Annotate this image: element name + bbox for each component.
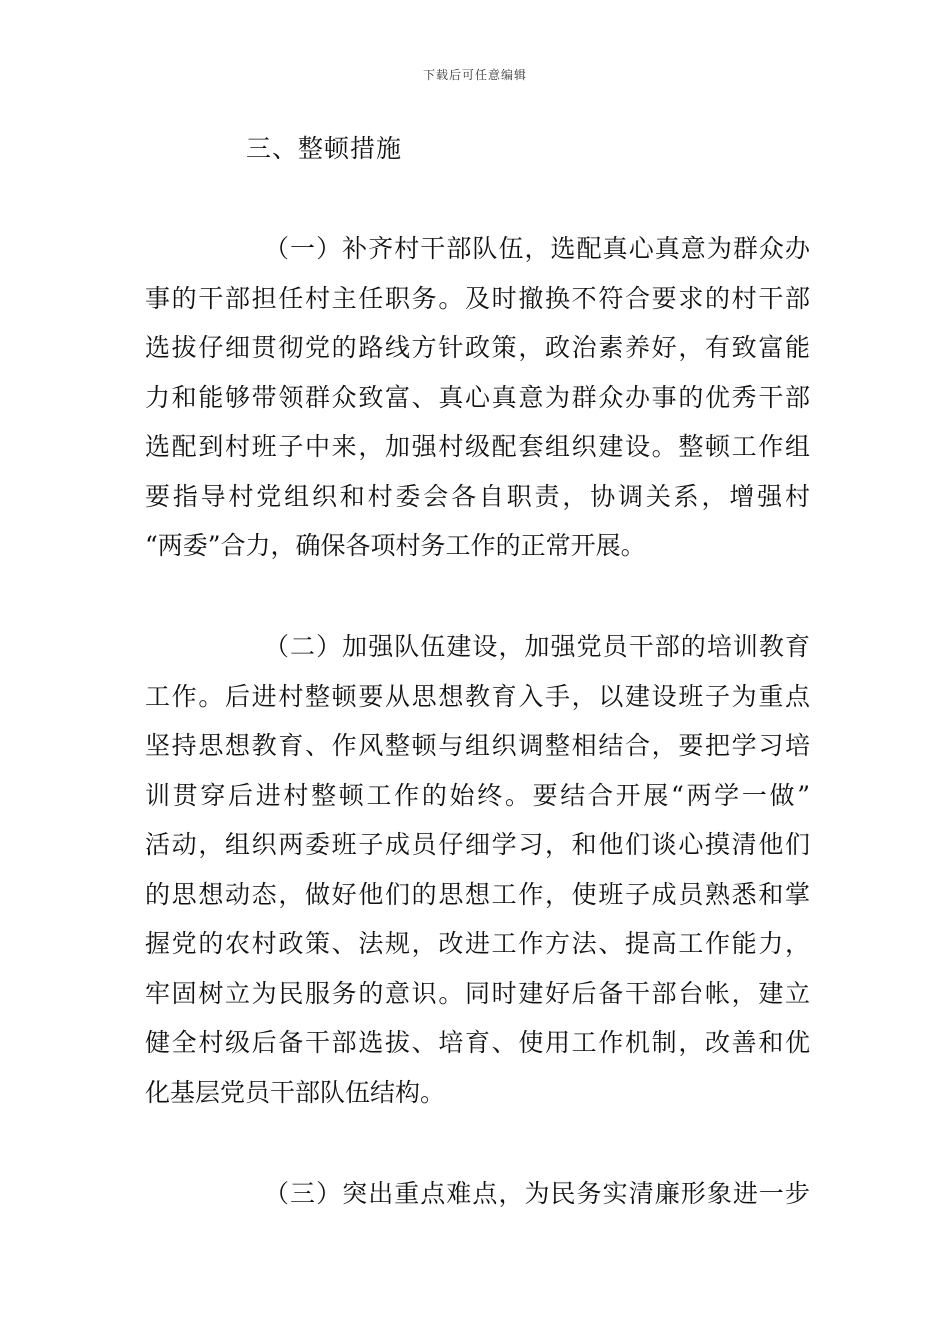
paragraph-line: 握党的农村政策、法规，改进工作方法、提高工作能力， [145, 929, 810, 958]
paragraph-line: 训贯穿后进村整顿工作的始终。要结合开展“两学一做” [145, 780, 810, 810]
page-header: 下载后可任意编辑 [422, 68, 527, 82]
paragraph-line: 牢固树立为民服务的意识。同时建好后备干部台帐，建立 [145, 978, 810, 1008]
paragraph-line: （一）补齐村干部队伍，选配真心真意为群众办 [264, 234, 810, 263]
paragraph-3 [145, 1169, 810, 1219]
paragraph-line: 力和能够带领群众致富、真心真意为群众办事的优秀干部 [145, 382, 810, 412]
paragraph-line: （三）突出重点难点，为民务实清廉形象进一步 [264, 1179, 810, 1208]
section-heading: 三、整顿措施 [246, 134, 403, 163]
paragraph-line: 健全村级后备干部选拔、培育、使用工作机制，改善和优 [145, 1028, 810, 1057]
paragraph-line: 的思想动态，做好他们的思想工作，使班子成员熟悉和掌 [145, 879, 810, 909]
paragraph-line: 要指导村党组织和村委会各自职责，协调关系，增强村 [145, 481, 810, 511]
paragraph-line: 工作。后进村整顿要从思想教育入手，以建设班子为重点 [145, 681, 810, 711]
paragraph-line: 选拔仔细贯彻党的路线方针政策，政治素养好，有致富能 [145, 333, 810, 362]
paragraph-1 [145, 224, 810, 571]
paragraph-line: 化基层党员干部队伍结构。 [145, 1077, 446, 1107]
paragraph-line: 坚持思想教育、作风整顿与组织调整相结合，要把学习培 [145, 731, 810, 760]
paragraph-line: “两委”合力，确保各项村务工作的正常开展。 [145, 531, 646, 560]
paragraph-2 [145, 622, 810, 1117]
paragraph-line: 选配到村班子中来，加强村级配套组织建设。整顿工作组 [145, 432, 810, 461]
paragraph-line: 活动，组织两委班子成员仔细学习，和他们谈心摸清他们 [145, 830, 810, 859]
paragraph-line: （二）加强队伍建设，加强党员干部的培训教育 [264, 632, 810, 661]
paragraph-line: 事的干部担任村主任职务。及时撤换不符合要求的村干部 [145, 283, 810, 313]
